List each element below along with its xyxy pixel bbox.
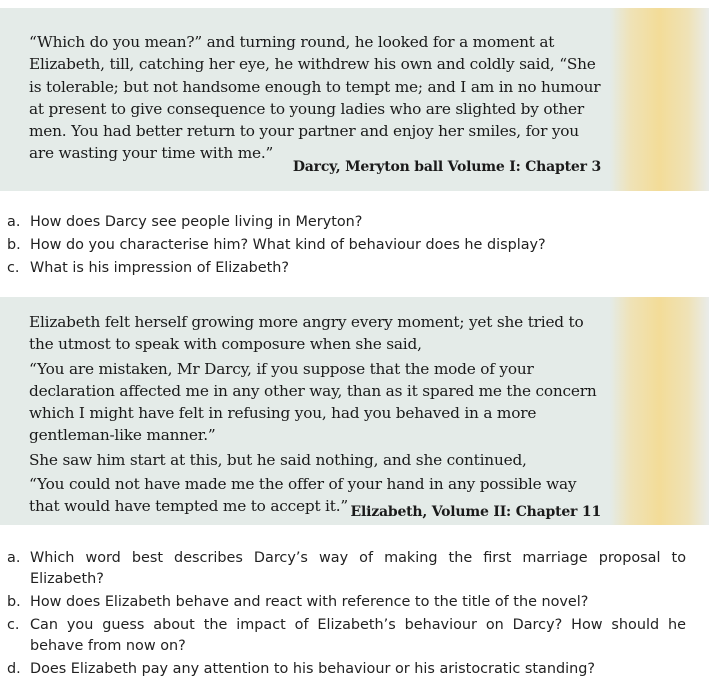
question-letter: c. bbox=[7, 617, 20, 633]
question-text: How do you characterise him? What kind of behaviour does he display? bbox=[30, 237, 546, 253]
question-letter: d. bbox=[7, 661, 21, 677]
question-text: Which word best describes Darcy’s way of making the first marriage proposal to Elizabeth? bbox=[30, 550, 686, 587]
quote-source-darcy: Darcy, Meryton ball Volume I: Chapter 3 bbox=[292, 159, 601, 175]
question-list-1 bbox=[0, 212, 686, 281]
question-letter: c. bbox=[7, 260, 20, 276]
question-letter: a. bbox=[7, 214, 21, 230]
question-text: How does Elizabeth behave and react with reference to the title of the novel? bbox=[30, 594, 589, 610]
question-item bbox=[0, 212, 686, 233]
question-list-2 bbox=[0, 548, 686, 682]
quote-source-elizabeth: Elizabeth, Volume II: Chapter 11 bbox=[350, 504, 601, 520]
question-text: Can you guess about the impact of Elizabeth’s behaviour on Darcy? How should he behave from now on? bbox=[30, 617, 686, 654]
question-letter: b. bbox=[7, 594, 21, 610]
question-text: Does Elizabeth pay any attention to his behaviour or his aristocratic standing? bbox=[30, 661, 596, 677]
question-letter: a. bbox=[7, 550, 21, 566]
quote-text-darcy: “Which do you mean?” and turning round, he looked for a moment at Elizabeth, till, catching her eye, he withdrew his own and coldly said, “She is tolerable; but not handsome enough to tempt me; and I am in no humour at present to give consequence to young ladies who are slighted by other men. You had better return to your partner and enjoy her smiles, for you are wasting your time with me.” bbox=[29, 33, 601, 163]
question-item bbox=[0, 592, 686, 613]
quote-paragraph: She saw him start at this, but he said nothing, and she continued, bbox=[29, 450, 527, 469]
question-item bbox=[0, 548, 686, 590]
question-item bbox=[0, 659, 686, 680]
quote-text-elizabeth bbox=[29, 311, 601, 520]
quote-paragraph: “You could not have made me the offer of your hand in any possible way that would have tempted me to accept it.” bbox=[29, 475, 577, 516]
question-item bbox=[0, 235, 686, 256]
question-item bbox=[0, 615, 686, 657]
question-item bbox=[0, 258, 686, 279]
question-text: How does Darcy see people living in Meryton? bbox=[30, 214, 363, 230]
quote-paragraph: “You are mistaken, Mr Darcy, if you suppose that the mode of your declaration affected me in any other way, than as it spared me the concern which I might have felt in refusing you, had you behaved in a more gentleman-like manner.” bbox=[29, 359, 597, 445]
question-letter: b. bbox=[7, 237, 21, 253]
question-text: What is his impression of Elizabeth? bbox=[30, 260, 290, 276]
quote-paragraph: Elizabeth felt herself growing more angry every moment; yet she tried to the utmost to speak with composure when she said, bbox=[29, 313, 584, 354]
